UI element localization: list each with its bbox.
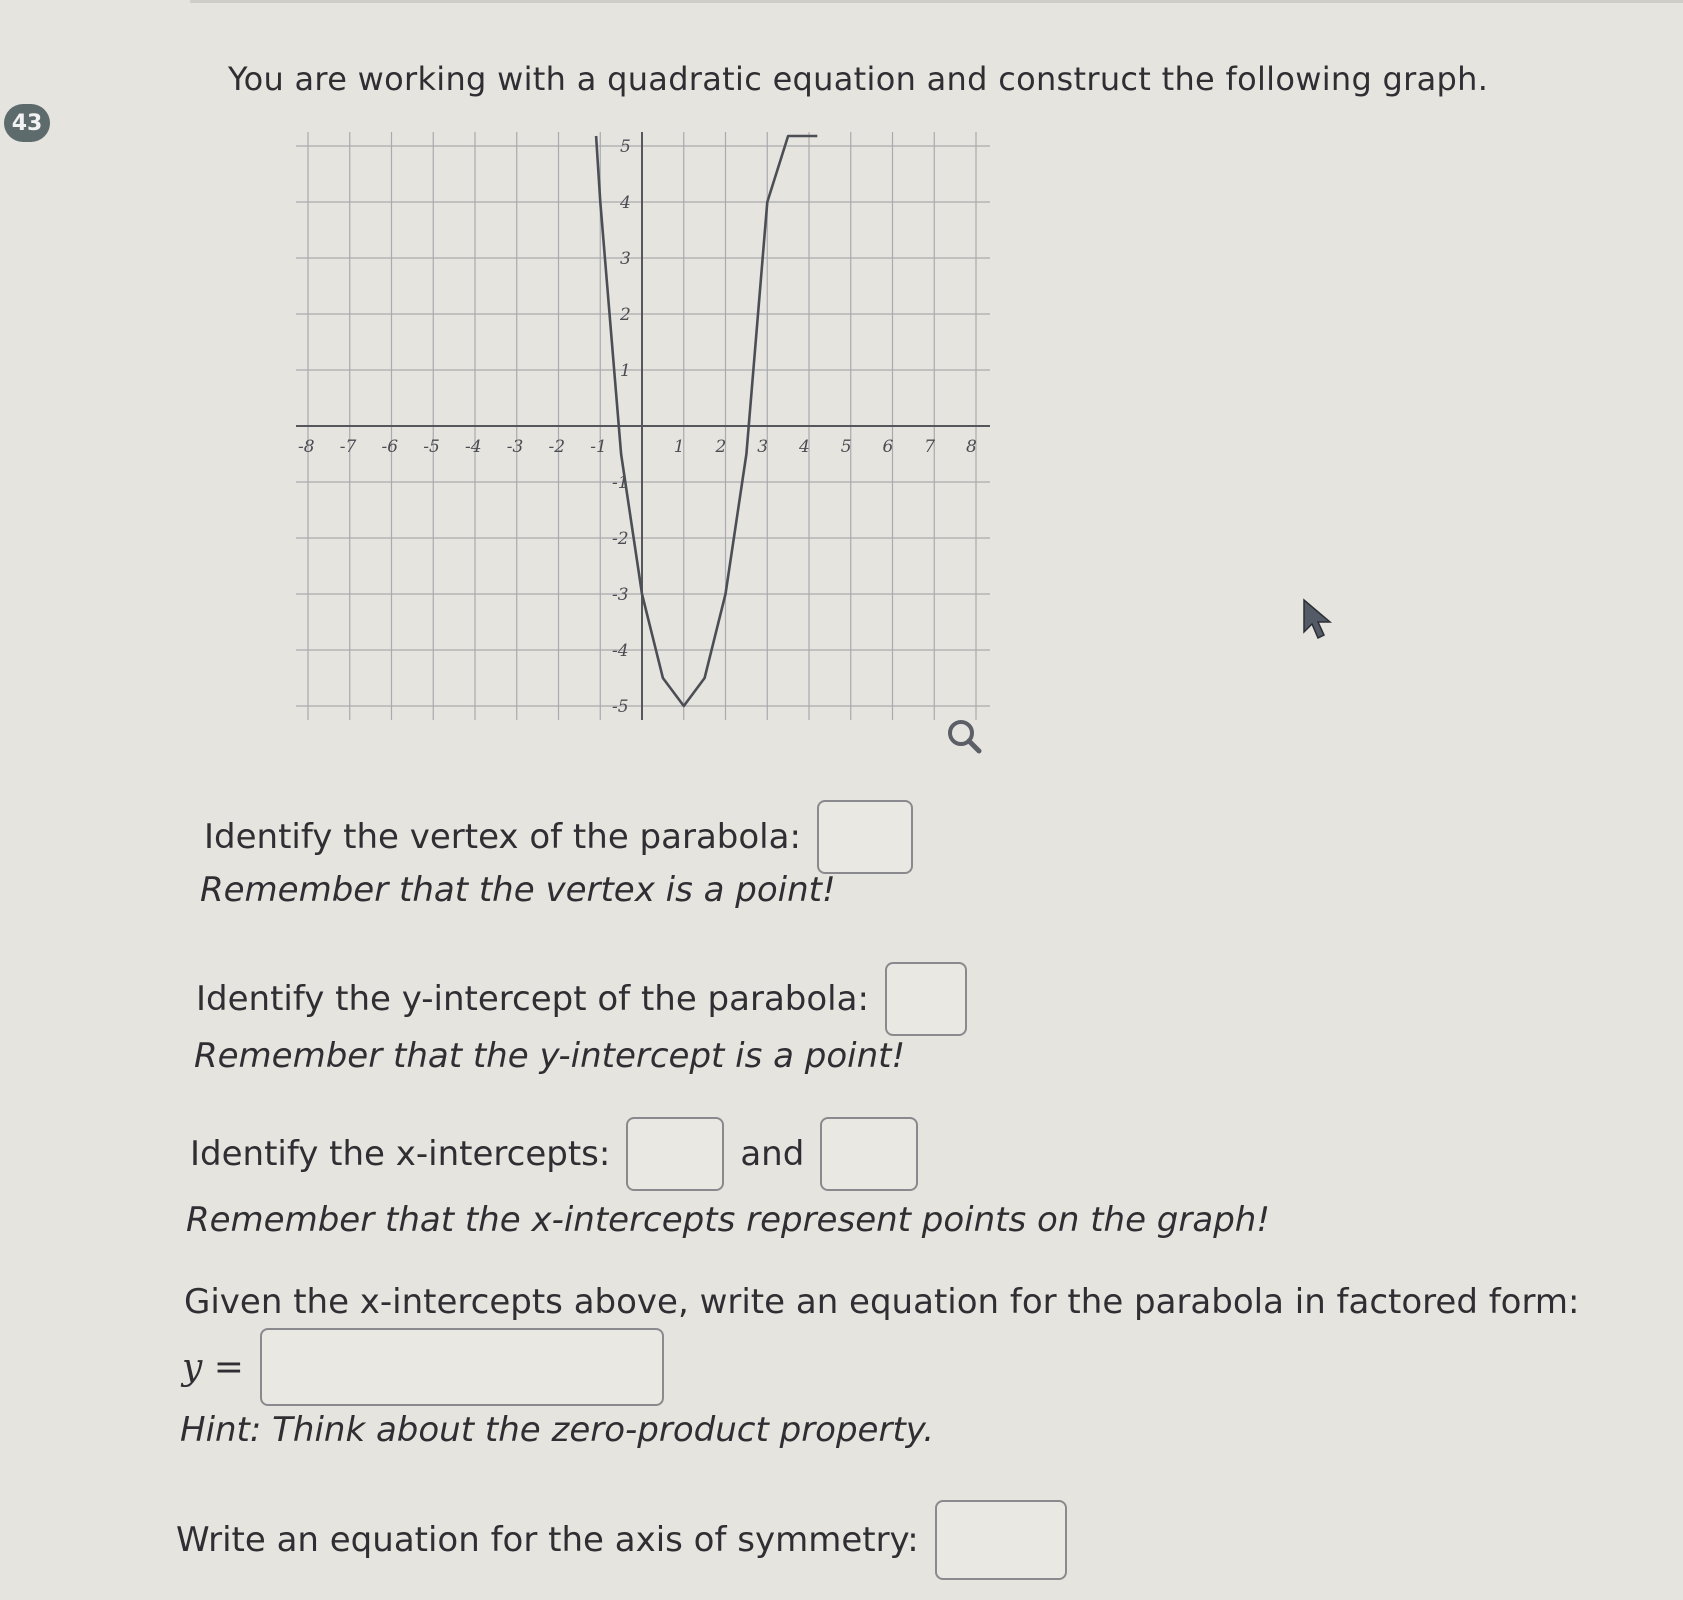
x-tick-label: -1 [590, 437, 607, 457]
vertex-question [204, 800, 913, 874]
x-intercepts-and-label: and [740, 1134, 805, 1174]
question-number-badge: 43 [4, 104, 50, 142]
factored-form-row [182, 1328, 664, 1406]
x-tick-label: 1 [673, 437, 685, 457]
mouse-pointer-icon [1302, 598, 1338, 644]
y-tick-label: -5 [612, 697, 629, 717]
y-tick-label: -4 [612, 641, 629, 661]
x-tick-label: 8 [966, 437, 977, 457]
y-tick-label: -1 [612, 473, 629, 493]
parabola-graph [296, 126, 996, 766]
x-tick-label: 6 [882, 437, 894, 457]
y-tick-label: 5 [620, 137, 631, 157]
y-tick-label: -2 [612, 529, 629, 549]
x-tick-label: -2 [548, 437, 566, 457]
x-intercepts-label: Identify the x-intercepts: [190, 1134, 611, 1174]
factored-form-answer-input[interactable] [260, 1328, 664, 1406]
y-tick-label: 4 [620, 193, 631, 213]
x-tick-label: 3 [757, 437, 769, 457]
x-intercept-2-input[interactable] [820, 1117, 918, 1191]
vertex-label: Identify the vertex of the parabola: [204, 817, 801, 857]
magnifier-icon[interactable] [944, 716, 984, 756]
x-intercepts-note: Remember that the x-intercepts represent points on the graph! [186, 1200, 1270, 1240]
y-intercept-note: Remember that the y-intercept is a point! [194, 1036, 906, 1076]
y-tick-label: 1 [620, 361, 631, 381]
x-tick-label: -7 [339, 437, 357, 457]
y-tick-label: 3 [620, 249, 631, 269]
x-tick-label: 7 [924, 437, 936, 457]
factored-form-hint: Hint: Think about the zero-product property. [180, 1410, 935, 1450]
x-intercept-1-input[interactable] [626, 1117, 724, 1191]
x-tick-label: -5 [423, 437, 440, 457]
vertex-note: Remember that the vertex is a point! [200, 870, 836, 910]
axis-of-symmetry-question [176, 1500, 1067, 1580]
factored-form-question [184, 1282, 1579, 1322]
x-tick-label: 5 [840, 437, 852, 457]
x-tick-label: -8 [298, 437, 315, 457]
factored-form-prefix: y = [182, 1346, 244, 1388]
y-intercept-question [196, 962, 967, 1036]
y-intercept-label: Identify the y-intercept of the parabola: [196, 979, 869, 1019]
x-intercepts-question [190, 1117, 918, 1191]
parabola-curve [596, 136, 817, 706]
top-divider [190, 0, 1683, 3]
axis-of-symmetry-label: Write an equation for the axis of symmetry: [176, 1520, 919, 1560]
x-tick-label: 2 [715, 437, 727, 457]
question-prompt: You are working with a quadratic equation and construct the following graph. [228, 60, 1489, 98]
x-tick-label: -6 [381, 437, 399, 457]
y-tick-label: -3 [612, 585, 629, 605]
vertex-answer-input[interactable] [817, 800, 913, 874]
factored-form-label: Given the x-intercepts above, write an equation for the parabola in factored form: [184, 1282, 1580, 1322]
x-tick-label: -4 [465, 437, 482, 457]
x-tick-label: 4 [799, 437, 810, 457]
y-intercept-answer-input[interactable] [885, 962, 967, 1036]
axis-of-symmetry-answer-input[interactable] [935, 1500, 1067, 1580]
x-tick-label: -3 [506, 437, 524, 457]
y-tick-label: 2 [620, 305, 631, 325]
